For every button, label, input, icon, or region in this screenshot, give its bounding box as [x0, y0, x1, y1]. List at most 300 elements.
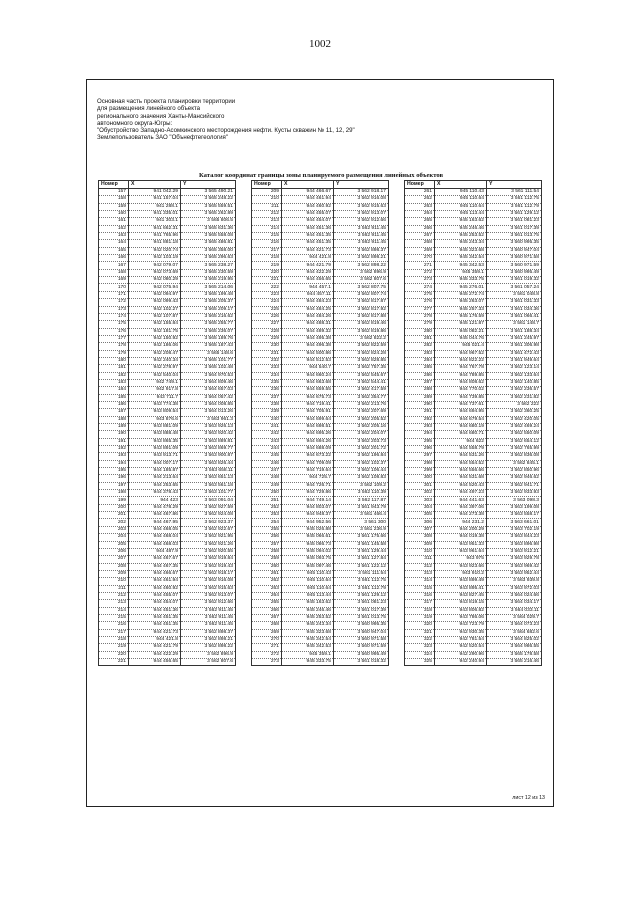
- coord-y: 3 562 896.9: [181, 651, 236, 658]
- table-row: [405, 277, 542, 284]
- coord-x: 944 660.24: [282, 372, 334, 379]
- table-row: [99, 379, 236, 386]
- table-row: [405, 218, 542, 225]
- coord-y: 3 565 558.08: [181, 233, 236, 240]
- coord-y: 3 562 133.64: [487, 372, 542, 379]
- point-number: 285: [405, 365, 435, 372]
- table-row: [405, 431, 542, 438]
- table-row: [405, 321, 542, 328]
- coord-x: 944 456.65: [282, 277, 334, 284]
- coord-x: 945 333.75: [282, 659, 334, 666]
- point-number: 215: [252, 233, 282, 240]
- point-number: 286: [405, 372, 435, 379]
- coord-y: 3 565 559.51: [181, 203, 236, 210]
- coord-y: 3 562 654.12: [487, 438, 542, 445]
- catalog-title: Каталог координат границы зоны планируемого размещения линейных объектов: [198, 172, 444, 179]
- coord-x: 944 455.07: [282, 211, 334, 218]
- coord-y: 3 562 919.84: [181, 556, 236, 563]
- coord-y: 3 561 081.23: [487, 218, 542, 225]
- table-row: [252, 556, 389, 563]
- coord-y: 3 563 651.13: [181, 475, 236, 482]
- coord-x: 944 719.64: [282, 468, 334, 475]
- table-row: [405, 497, 542, 504]
- point-number: 245: [252, 453, 282, 460]
- coord-y: 3 563 558.17: [487, 512, 542, 519]
- point-number: 170: [99, 284, 129, 291]
- coord-x: 944 461.94: [129, 578, 181, 585]
- point-number: 173: [99, 306, 129, 313]
- coord-x: 943 881.09: [129, 424, 181, 431]
- coord-x: 944 496.38: [282, 343, 334, 350]
- coord-x: 944 488.31: [282, 321, 334, 328]
- column-header-number: Номер: [99, 181, 129, 189]
- table-row: [405, 475, 542, 482]
- point-number: 172: [99, 299, 129, 306]
- table-row: [252, 578, 389, 585]
- coord-x: 944 460.92: [282, 203, 334, 210]
- table-row: [252, 541, 389, 548]
- coord-y: 3 562 927.59: [181, 504, 236, 511]
- coord-x: 945 359.1: [282, 651, 334, 658]
- table-row: [405, 313, 542, 320]
- coord-x: 944 489.32: [282, 328, 334, 335]
- coord-y: 3 565 236.07: [181, 328, 236, 335]
- coord-y: 3 562 921.26: [181, 541, 236, 548]
- point-number: 240: [252, 416, 282, 423]
- table-row: [405, 379, 542, 386]
- coord-x: 944 948.37: [282, 512, 334, 519]
- coord-x: 945 257.33: [435, 306, 487, 313]
- coord-y: 3 561 122.12: [334, 563, 389, 570]
- point-number: 300: [405, 475, 435, 482]
- coord-y: 3 564 682.6: [487, 629, 542, 636]
- coord-y: 3 563 661.01: [487, 519, 542, 526]
- table-row: [405, 247, 542, 254]
- point-number: 267: [405, 233, 435, 240]
- coord-y: 3 563 091.04: [181, 497, 236, 504]
- table-row: [99, 189, 236, 196]
- point-number: 194: [99, 460, 129, 467]
- point-number: 238: [252, 401, 282, 408]
- table-row: [252, 504, 389, 511]
- coord-y: 3 562 898.37: [181, 629, 236, 636]
- point-number: 292: [405, 416, 435, 423]
- coord-y: 3 563 939.8: [487, 578, 542, 585]
- table-row: [252, 247, 389, 254]
- point-number: 291: [405, 409, 435, 416]
- table-row: [405, 299, 542, 306]
- table-row: [99, 211, 236, 218]
- point-number: 284: [405, 357, 435, 364]
- point-number: 272: [252, 651, 282, 658]
- coord-x: 945 086.73: [282, 541, 334, 548]
- table-row: [252, 218, 389, 225]
- table-row: [252, 416, 389, 423]
- coord-y: 3 565 248.22: [181, 196, 236, 203]
- table-row: [252, 644, 389, 651]
- coord-y: 3 562 807.75: [334, 284, 389, 291]
- coord-y: 3 565 490.21: [181, 189, 236, 196]
- coord-x: 945 082.21: [435, 328, 487, 335]
- point-number: 188: [99, 416, 129, 423]
- point-number: 209: [99, 570, 129, 577]
- table-row: [99, 247, 236, 254]
- point-number: 304: [405, 504, 435, 511]
- point-number: 220: [252, 269, 282, 276]
- coord-y: 3 565 214.06: [181, 284, 236, 291]
- coord-x: 944 699.64: [282, 416, 334, 423]
- coord-x: 945 243.34: [435, 240, 487, 247]
- point-number: 310: [405, 548, 435, 555]
- coord-y: 3 562 845.1: [487, 460, 542, 467]
- coord-y: 3 565 358.00: [181, 247, 236, 254]
- coord-x: 942 107.87: [129, 313, 181, 320]
- coord-y: 3 564 034.17: [487, 600, 542, 607]
- point-number: 231: [252, 350, 282, 357]
- point-number: 271: [252, 644, 282, 651]
- table-row: [405, 659, 542, 666]
- coord-y: 3 562 850.96: [487, 468, 542, 475]
- table-row: [99, 614, 236, 621]
- point-number: 189: [99, 424, 129, 431]
- table-row: [99, 504, 236, 511]
- coord-x: 942 103.19: [129, 255, 181, 262]
- table-row: [405, 644, 542, 651]
- table-row: [252, 255, 389, 262]
- coord-x: 944 454.07: [129, 600, 181, 607]
- coord-y: 3 562 912.66: [181, 600, 236, 607]
- table-row: [405, 240, 542, 247]
- coord-y: 3 561 017.39: [487, 225, 542, 232]
- coord-y: 3 563 658.11: [181, 468, 236, 475]
- coord-y: 3 565 230.59: [181, 269, 236, 276]
- point-number: 204: [99, 534, 129, 541]
- point-number: 273: [252, 659, 282, 666]
- coord-x: 945 163.62: [435, 218, 487, 225]
- coordinate-table: [404, 180, 542, 666]
- coord-x: 944 451.35: [129, 622, 181, 629]
- table-row: [405, 365, 542, 372]
- table-row: [99, 299, 236, 306]
- coord-x: 944 484.23: [282, 299, 334, 306]
- coord-y: 3 562 915.63: [181, 585, 236, 592]
- point-number: 296: [405, 446, 435, 453]
- table-row: [405, 563, 542, 570]
- coord-x: 944 451.35: [129, 614, 181, 621]
- coord-x: 942 155.84: [129, 321, 181, 328]
- point-number: 314: [405, 578, 435, 585]
- table-row: [405, 233, 542, 240]
- coordinate-table: [251, 180, 389, 666]
- table-row: [99, 460, 236, 467]
- table-row: [405, 614, 542, 621]
- coord-y: 3 563 896.98: [487, 541, 542, 548]
- point-number: 308: [405, 534, 435, 541]
- coord-y: 3 562 201.72: [334, 446, 389, 453]
- point-number: 307: [405, 526, 435, 533]
- table-row: [405, 622, 542, 629]
- coord-y: 3 564 970.53: [181, 372, 236, 379]
- coord-x: 945 253.52: [282, 614, 334, 621]
- coord-x: 945 243.34: [282, 622, 334, 629]
- point-number: 318: [405, 607, 435, 614]
- coord-y: 3 562 898.22: [181, 644, 236, 651]
- coord-x: 945 323.68: [282, 629, 334, 636]
- point-number: 161: [99, 218, 129, 225]
- point-number: 244: [252, 446, 282, 453]
- table-row: [99, 497, 236, 504]
- column-header-x: X: [129, 181, 181, 189]
- table-row: [252, 460, 389, 467]
- coord-x: 944 467.86: [129, 512, 181, 519]
- table-row: [252, 519, 389, 526]
- table-row: [405, 548, 542, 555]
- header-line: автономного округа-Югры:: [97, 119, 173, 127]
- point-number: 262: [252, 578, 282, 585]
- coord-x: 944 709.09: [282, 460, 334, 467]
- table-row: [252, 225, 389, 232]
- table-row: [405, 585, 542, 592]
- table-row: [252, 306, 389, 313]
- coord-y: 3 562 757.35: [334, 365, 389, 372]
- table-row: [405, 335, 542, 342]
- table-row: [405, 401, 542, 408]
- coord-y: 3 561 466.4: [334, 512, 389, 519]
- coord-y: 3 561 111.54: [334, 570, 389, 577]
- table-row: [405, 409, 542, 416]
- table-row: [252, 607, 389, 614]
- table-row: [99, 218, 236, 225]
- coord-x: 944 421.79: [129, 644, 181, 651]
- coord-y: 3 565 806.5: [181, 218, 236, 225]
- table-row: [405, 556, 542, 563]
- coord-x: 944 466.67: [282, 189, 334, 196]
- point-number: 265: [252, 600, 282, 607]
- coord-y: 3 562 354.77: [334, 394, 389, 401]
- coord-x: 943 961.64: [435, 548, 487, 555]
- point-number: 243: [252, 438, 282, 445]
- column-header-number: Номер: [405, 181, 435, 189]
- table-row: [99, 365, 236, 372]
- point-number: 195: [99, 468, 129, 475]
- point-number: 321: [405, 629, 435, 636]
- table-row: [252, 622, 389, 629]
- point-number: 186: [99, 401, 129, 408]
- coord-y: 3 560 947.04: [487, 247, 542, 254]
- coord-x: 944 421.73: [129, 629, 181, 636]
- coord-x: 944 749.14: [282, 497, 334, 504]
- point-number: 167: [99, 262, 129, 269]
- column-header-number: Номер: [252, 181, 282, 189]
- coord-x: 944 495.38: [282, 335, 334, 342]
- table-row: [99, 335, 236, 342]
- point-number: 226: [252, 313, 282, 320]
- coord-x: 945 110.64: [435, 196, 487, 203]
- coord-x: 944 467.95: [129, 519, 181, 526]
- table-row: [99, 277, 236, 284]
- table-row: [405, 482, 542, 489]
- table-row: [252, 372, 389, 379]
- coord-x: 944 422.29: [282, 269, 334, 276]
- table-row: [405, 592, 542, 599]
- coord-x: 944 725.7: [282, 475, 334, 482]
- coord-y: 3 562 921.95: [181, 534, 236, 541]
- point-number: 262: [405, 196, 435, 203]
- coord-y: 3 563 972.03: [487, 585, 542, 592]
- coord-y: 3 561 013.75: [334, 614, 389, 621]
- table-row: [99, 262, 236, 269]
- coord-x: 941 881.18: [129, 240, 181, 247]
- coord-y: 3 562 140.85: [487, 379, 542, 386]
- coord-y: 3 564 033.11: [487, 607, 542, 614]
- point-number: 266: [405, 225, 435, 232]
- coord-x: 944 253.65: [129, 482, 181, 489]
- point-number: 216: [99, 622, 129, 629]
- coord-x: 944 680.71: [435, 431, 487, 438]
- table-row: [99, 659, 236, 666]
- point-number: 183: [99, 379, 129, 386]
- table-row: [252, 659, 389, 666]
- coord-x: 942 278.97: [129, 365, 181, 372]
- coord-y: 3 560 971.59: [487, 262, 542, 269]
- point-number: 324: [405, 651, 435, 658]
- table-row: [252, 409, 389, 416]
- point-number: 283: [405, 350, 435, 357]
- coord-x: 944 694.26: [282, 438, 334, 445]
- point-number: 211: [252, 203, 282, 210]
- point-number: 178: [99, 343, 129, 350]
- point-number: 187: [99, 409, 129, 416]
- coord-y: 3 562 898.22: [334, 262, 389, 269]
- coord-x: 944 421.73: [282, 247, 334, 254]
- point-number: 305: [405, 512, 435, 519]
- table-header-row: [252, 181, 389, 189]
- coord-x: 945 110.64: [435, 203, 487, 210]
- coord-y: 3 564 986.55: [487, 644, 542, 651]
- table-row: [99, 424, 236, 431]
- coord-x: 944 520.43: [435, 482, 487, 489]
- column-header-y: Y: [181, 181, 236, 189]
- header-line: для размещения линейного объекта: [97, 105, 201, 113]
- coord-x: 943 711.7: [129, 394, 181, 401]
- coord-y: 3 561 034.36: [487, 306, 542, 313]
- point-number: 206: [99, 548, 129, 555]
- point-number: 315: [405, 585, 435, 592]
- coord-x: 944 739.85: [435, 394, 487, 401]
- coord-y: 3 565 187.43: [181, 343, 236, 350]
- coord-y: 3 561 472.43: [487, 350, 542, 357]
- point-number: 281: [405, 335, 435, 342]
- coord-y: 3 565 102.48: [181, 365, 236, 372]
- table-row: [99, 321, 236, 328]
- coord-y: 3 562 824.28: [334, 350, 389, 357]
- coord-y: 3 563 869.77: [181, 446, 236, 453]
- table-row: [405, 291, 542, 298]
- coord-x: 944 808.62: [435, 379, 487, 386]
- point-number: 264: [405, 211, 435, 218]
- table-row: [405, 306, 542, 313]
- point-number: 268: [405, 240, 435, 247]
- coord-x: 945 246.46: [435, 225, 487, 232]
- coord-y: 3 560 995.35: [487, 240, 542, 247]
- coord-x: 944 019.38: [435, 534, 487, 541]
- coord-x: 943 809.54: [129, 409, 181, 416]
- point-number: 254: [252, 519, 282, 526]
- table-row: [405, 343, 542, 350]
- table-row: [252, 189, 389, 196]
- point-number: 199: [99, 497, 129, 504]
- coord-x: 944 679.54: [435, 416, 487, 423]
- table-row: [405, 262, 542, 269]
- column-header-x: X: [435, 181, 487, 189]
- coord-y: 3 565 205.37: [181, 299, 236, 306]
- point-number: 218: [99, 636, 129, 643]
- coord-x: 944 451.36: [282, 225, 334, 232]
- coord-y: 3 561 943.79: [334, 504, 389, 511]
- coord-y: 3 560 971.59: [334, 644, 389, 651]
- point-number: 185: [99, 394, 129, 401]
- table-row: [99, 343, 236, 350]
- point-number: 221: [99, 659, 129, 666]
- table-header-row: [99, 181, 236, 189]
- table-row: [99, 475, 236, 482]
- coord-y: 3 564 825.02: [487, 636, 542, 643]
- point-number: 191: [99, 438, 129, 445]
- table-row: [99, 651, 236, 658]
- point-number: 311: [405, 556, 435, 563]
- table-row: [252, 269, 389, 276]
- coord-x: 944 719.41: [282, 401, 334, 408]
- coord-x: 944 512.53: [282, 357, 334, 364]
- table-row: [99, 644, 236, 651]
- point-number: 217: [99, 629, 129, 636]
- coord-y: 3 562 109.2: [334, 482, 389, 489]
- coord-x: 944 423: [129, 497, 181, 504]
- coord-y: 3 561 949.64: [487, 357, 542, 364]
- coord-x: 942 080.29: [129, 277, 181, 284]
- coord-y: 3 562 946.62: [487, 475, 542, 482]
- table-row: [99, 357, 236, 364]
- coord-x: 945 110.43: [282, 570, 334, 577]
- table-row: [405, 357, 542, 364]
- coord-y: 3 565 189.76: [181, 335, 236, 342]
- table-row: [99, 556, 236, 563]
- point-number: 190: [99, 431, 129, 438]
- coord-x: 944 457.11: [282, 291, 334, 298]
- coord-y: 3 562 360.25: [487, 409, 542, 416]
- coord-x: 943 888.48: [129, 431, 181, 438]
- coord-y: 3 563 929.78: [487, 556, 542, 563]
- coord-y: 3 562 896.9: [334, 269, 389, 276]
- coord-x: 944 441.63: [435, 497, 487, 504]
- table-row: [99, 636, 236, 643]
- coord-x: 945 110.43: [435, 189, 487, 196]
- point-number: 270: [252, 636, 282, 643]
- coord-y: 3 562 819.46: [334, 321, 389, 328]
- coord-x: 942 186.06: [129, 343, 181, 350]
- coord-y: 3 562 420.05: [487, 416, 542, 423]
- coord-x: 945 342.53: [282, 644, 334, 651]
- table-row: [99, 512, 236, 519]
- table-row: [99, 233, 236, 240]
- coord-x: 944 007.17: [129, 460, 181, 467]
- coord-x: 944 673.22: [282, 453, 334, 460]
- coord-y: 3 562 836.08: [487, 453, 542, 460]
- coord-y: 3 562 918.17: [334, 189, 389, 196]
- coord-y: 3 563 199.08: [487, 504, 542, 511]
- coord-y: 3 562 417.59: [334, 387, 389, 394]
- coord-y: 3 562 911.45: [181, 622, 236, 629]
